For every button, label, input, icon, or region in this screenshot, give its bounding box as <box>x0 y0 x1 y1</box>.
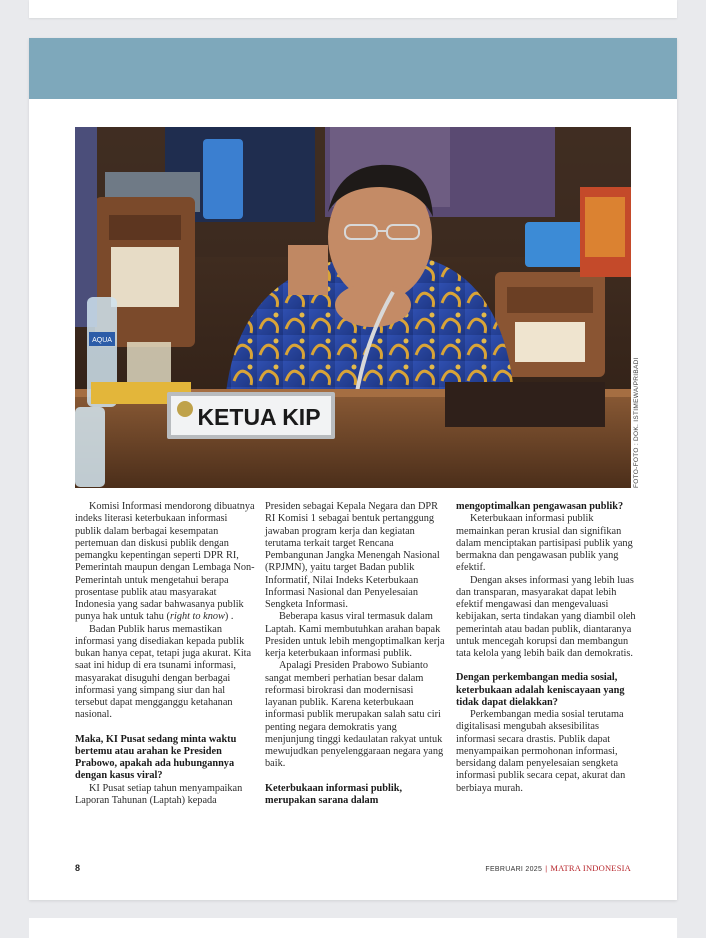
article-column-2 <box>265 501 445 807</box>
footer-issue <box>485 863 631 873</box>
issue-date: FEBRUARI 2025 <box>485 866 543 873</box>
paragraph: Dengan akses informasi yang lebih luas dan transparan, masyarakat dapat lebih efektif mengawasi dan mengevaluasi kebijakan, serta tindakan yang diambil oleh pemerintah atau badan publik, diantaranya untuk mencegah korupsi dan membangun tata kelola yang lebih baik dan demokratis. <box>456 574 636 659</box>
previous-page-edge <box>29 0 677 18</box>
paragraph: Beberapa kasus viral termasuk dalam Laptah. Kami membutuhkan arahan bapak Presiden untuk lebih mengoptimalkan kerja kerja keterbukaan informasi publik. <box>265 611 445 659</box>
nameplate-text: KETUA KIP <box>197 404 321 430</box>
interview-question-continued: mengoptimalkan pengawasan publik? <box>456 501 624 512</box>
paragraph: Apalagi Presiden Prabowo Subianto sangat memberi perhatian besar dalam reformasi birokrasi dan modernisasi layanan publik. Karena keterbukaan informasi publik merupakan salah satu ciri penting negara demokratis yang menjunjung tinggi kedaulatan rakyat untuk mewujudkan penyelenggaraan negara yang baik. <box>265 660 444 770</box>
article-photo <box>75 127 631 488</box>
magazine-page <box>29 38 677 900</box>
photo-credit: FOTO-FOTO : DOK. ISTIMEWA/PRIBADI <box>633 357 640 488</box>
paragraph: Perkembangan media sosial terutama digitalisasi mengubah aksesibilitas informasi secara drastis. Publik dapat menyampaikan permohonan informasi, bersidang dalam penyelesaian sengketa informasi publik secara cepat, akurat dan berbiaya murah. <box>456 709 626 794</box>
article-column-3 <box>456 501 636 795</box>
interview-question: Keterbukaan informasi publik, merupakan sarana dalam <box>265 782 403 806</box>
next-page-edge <box>29 918 677 938</box>
paragraph: KI Pusat setiap tahun menyampaikan Laporan Tahunan (Laptah) kepada <box>75 782 243 806</box>
article-column-1 <box>75 501 255 807</box>
page-number: 8 <box>75 863 81 873</box>
paragraph: Keterbukaan informasi publik memainkan peran krusial dan signifikan dalam menciptakan partisipasi publik yang bermakna dan pengawasan publik yang efektif. <box>456 513 633 574</box>
paragraph: Komisi Informasi mendorong dibuatnya indeks literasi keterbukaan informasi publik dalam berbagai kesempatan pertemuan dan diskusi publik dengan pemangku kepentingan seperti DPR RI, Pemerintah maupun dengan Lembaga Non-Pemerintah untuk mengetahui berapa prosentase publik atau masyarakat Indonesia yang sadar bahwasanya publik punya hak untuk tahu (right to know) . <box>75 501 255 623</box>
bottle-label: AQUA <box>92 337 112 344</box>
interview-question: Dengan perkembangan media sosial, keterbukaan adalah keniscayaan yang tidak dapat dielakkan? <box>456 672 625 708</box>
header-band <box>29 38 677 99</box>
paragraph: Presiden sebagai Kepala Negara dan DPR RI Komisi 1 sebagai bentuk pertanggung jawaban program kerja dan kegiatan terutama terkait target Rencana Pembangunan Jangka Menengah Nasional (RPJMN), yaitu target Badan publik Informatif, Nilai Indeks Keterbukaan Informasi Nasional dan Penyelesaian Sengketa Informasi. <box>265 501 440 610</box>
paragraph: Badan Publik harus memastikan informasi yang disediakan kepada publik bukan hanya cepat, tetapi juga akurat. Kita saat ini hidup di era tsunami informasi, masyarakat disuguhi dengan berbagai informasi yang simpang siur dan hal tersebut dapat mengganggu ketahanan nasional. <box>75 623 252 721</box>
interview-question: Maka, KI Pusat sedang minta waktu bertemu atau arahan ke Presiden Prabowo, apakah ada hubungannya dengan kasus viral? <box>75 733 237 782</box>
footer-separator: | <box>545 866 548 873</box>
magazine-name: MATRA INDONESIA <box>550 863 631 873</box>
